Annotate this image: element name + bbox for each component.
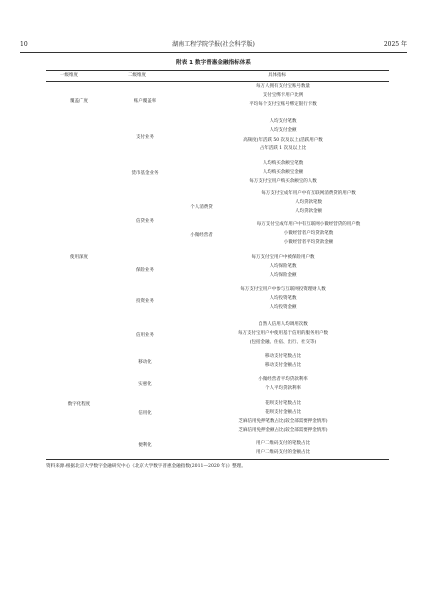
indicator-row: 人均支付笔数 <box>269 119 297 124</box>
level2-creditization: 信用化 <box>138 411 152 416</box>
col-header-level1: 一级维度 <box>60 73 78 78</box>
indicator-row: 花呗支付金额占比 <box>265 410 301 415</box>
indicator-row: 每万支付宝用户中使用基于信用的服务用户数 <box>238 331 328 336</box>
level2-money-fund: 货币基金业务 <box>131 171 159 176</box>
indicator-row: 占年活跃 1 次及以上比 <box>259 146 307 151</box>
indicator-row: 移动支付金额占比 <box>265 363 301 368</box>
indicator-row: 每万支付宝成年用户中有互联网消费贷的用户数 <box>261 191 356 196</box>
indicator-row: (包括金融、住宿、出行、社交等) <box>249 340 317 345</box>
indicator-row: 芝麻信用免押金额占比(较全部需要押金情形) <box>238 428 328 433</box>
indicator-row: 花呗支付笔数占比 <box>265 401 301 406</box>
indicator-row: 人均支付金额 <box>269 128 297 133</box>
indicator-row: 人均保险笔数 <box>269 264 297 269</box>
page-number: 10 <box>20 41 28 48</box>
indicator-row: 用户二维码支付的金额占比 <box>256 450 310 455</box>
indicator-row: 支付宝绑卡用户比例 <box>262 93 304 98</box>
indicator-row: 芝麻信用免押笔数占比(较全部需要押金情形) <box>238 419 328 424</box>
table-header-row <box>46 71 389 82</box>
indicator-row: 每万人拥有支付宝账号数量 <box>256 84 310 89</box>
indicator-row: 用户二维码支付的笔数占比 <box>256 441 310 446</box>
indicator-row: 高频度(年活跃 50 次及以上)活跃用户数 <box>243 138 323 143</box>
indicator-row: 人均保险金额 <box>269 273 297 278</box>
indicator-row: 平均每个支付宝账号绑定银行卡数 <box>249 102 317 107</box>
level3-micro-business: 小微经营者 <box>190 233 213 238</box>
level2-credit-service: 信用业务 <box>136 333 154 338</box>
indicator-row: 自然人信用人均调用次数 <box>258 322 308 327</box>
indicator-row: 每万支付宝成年用户中有互联网小微经营贷的用户数 <box>256 222 361 227</box>
publication-year: 2025 年 <box>383 41 407 48</box>
level1-coverage: 覆盖广度 <box>70 99 88 104</box>
level2-convenience: 便利化 <box>138 443 152 448</box>
page-header <box>20 38 407 53</box>
indicator-row: 每万支付宝用户中被保险用户数 <box>251 255 315 260</box>
level2-credit-loan: 信贷业务 <box>136 219 154 224</box>
journal-title: 湖南工程学院学报(社会科学版) <box>172 41 255 48</box>
level2-mobility: 移动化 <box>138 360 152 365</box>
indicator-row: 人均购买余额宝笔数 <box>262 161 304 166</box>
level2-payment: 支付业务 <box>136 135 154 140</box>
source-note: 资料来源:根据北京大学数字金融研究中心《北京大学数字普惠金融指数(2011—2020 年)》整理。 <box>46 464 246 469</box>
level2-affordability: 实惠化 <box>138 382 152 387</box>
level2-account-coverage: 账户覆盖率 <box>133 99 157 104</box>
level2-investment: 投资业务 <box>136 299 154 304</box>
indicator-row: 人均投资金额 <box>269 305 297 310</box>
indicator-row: 人均贷款笔数 <box>295 200 322 205</box>
indicator-row: 人均贷款金额 <box>295 209 322 214</box>
indicator-row: 小微经营者平均贷款利率 <box>258 377 308 382</box>
indicator-row: 每万支付宝用户中参与互联网投资理财人数 <box>240 287 326 292</box>
level1-depth: 使用深度 <box>70 255 88 260</box>
indicator-row: 人均购买余额宝金额 <box>262 170 304 175</box>
level1-digitization: 数字化程度 <box>67 402 91 407</box>
table-caption: 附表 1 数字普惠金融指标体系 <box>176 60 251 66</box>
level3-consumer-loan: 个人消费贷 <box>190 205 213 210</box>
col-header-level2: 二级维度 <box>128 73 146 78</box>
indicator-row: 小微经营者户均贷款笔数 <box>283 231 334 236</box>
indicator-row: 移动支付笔数占比 <box>265 354 301 359</box>
indicator-row: 个人平均贷款利率 <box>265 386 301 391</box>
indicator-row: 人均投资笔数 <box>269 296 297 301</box>
indicator-row: 小微经营者平均贷款金额 <box>283 240 334 245</box>
indicator-table <box>46 70 389 460</box>
col-header-indicator: 具体指标 <box>268 73 286 78</box>
indicator-row: 每万支付宝用户购买余额宝的人数 <box>249 179 317 184</box>
level2-insurance: 保险业务 <box>136 268 154 273</box>
